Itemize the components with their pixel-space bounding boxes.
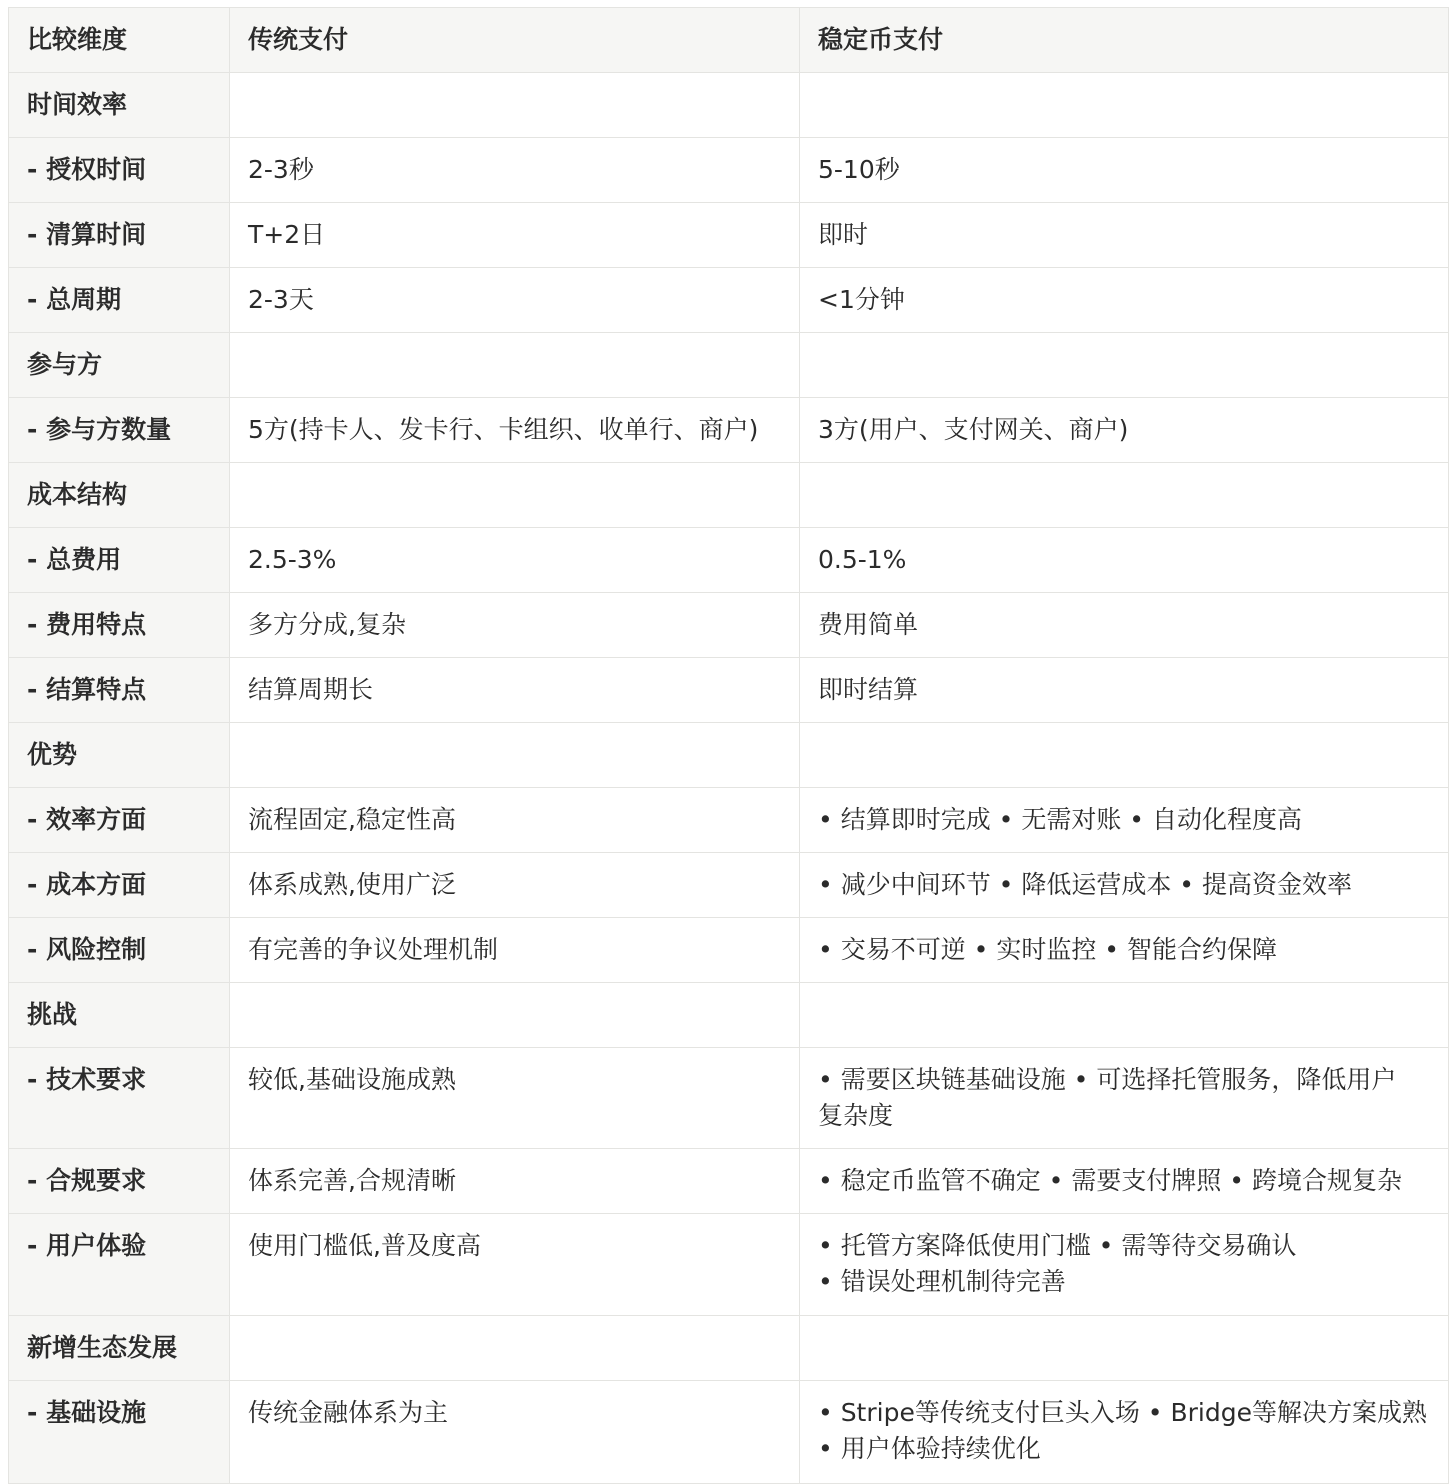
header-row bbox=[9, 8, 1449, 73]
table-row bbox=[9, 788, 1449, 853]
traditional-cell: 使用门槛低,普及度高 bbox=[230, 1214, 800, 1316]
row-label: 时间效率 bbox=[9, 73, 230, 138]
row-label: - 总费用 bbox=[9, 528, 230, 593]
table-row bbox=[9, 333, 1449, 398]
row-label: 优势 bbox=[9, 723, 230, 788]
row-label: - 授权时间 bbox=[9, 138, 230, 203]
table-row bbox=[9, 203, 1449, 268]
row-label: - 成本方面 bbox=[9, 853, 230, 918]
row-label: - 效率方面 bbox=[9, 788, 230, 853]
traditional-cell bbox=[230, 1316, 800, 1381]
traditional-cell: 有完善的争议处理机制 bbox=[230, 918, 800, 983]
traditional-cell bbox=[230, 983, 800, 1048]
traditional-cell: 5方(持卡人、发卡行、卡组织、收单行、商户) bbox=[230, 398, 800, 463]
stablecoin-cell: 即时 bbox=[800, 203, 1449, 268]
table-row bbox=[9, 138, 1449, 203]
stablecoin-cell: 即时结算 bbox=[800, 658, 1449, 723]
table-row bbox=[9, 463, 1449, 528]
table-row bbox=[9, 853, 1449, 918]
traditional-cell: T+2日 bbox=[230, 203, 800, 268]
traditional-cell: 体系完善,合规清晰 bbox=[230, 1149, 800, 1214]
traditional-cell bbox=[230, 333, 800, 398]
row-label: - 基础设施 bbox=[9, 1381, 230, 1484]
table-row bbox=[9, 1316, 1449, 1381]
stablecoin-cell: 费用简单 bbox=[800, 593, 1449, 658]
traditional-cell: 2.5-3% bbox=[230, 528, 800, 593]
traditional-cell: 较低,基础设施成熟 bbox=[230, 1048, 800, 1149]
row-label: - 用户体验 bbox=[9, 1214, 230, 1316]
stablecoin-cell bbox=[800, 73, 1449, 138]
row-label: - 参与方数量 bbox=[9, 398, 230, 463]
header-stablecoin-payment: 稳定币支付 bbox=[800, 8, 1449, 73]
table-row bbox=[9, 1381, 1449, 1484]
table-row bbox=[9, 918, 1449, 983]
table-row bbox=[9, 1149, 1449, 1214]
stablecoin-cell: • 减少中间环节 • 降低运营成本 • 提高资金效率 bbox=[800, 853, 1449, 918]
table-body bbox=[9, 73, 1449, 1484]
stablecoin-cell: • Stripe等传统支付巨头入场 • Bridge等解决方案成熟 • 用户体验持续优化 bbox=[800, 1381, 1449, 1484]
table-row bbox=[9, 983, 1449, 1048]
table-row bbox=[9, 528, 1449, 593]
stablecoin-cell: • 结算即时完成 • 无需对账 • 自动化程度高 bbox=[800, 788, 1449, 853]
stablecoin-cell: • 需要区块链基础设施 • 可选择托管服务，降低用户 复杂度 bbox=[800, 1048, 1449, 1149]
table-row bbox=[9, 1214, 1449, 1316]
traditional-cell bbox=[230, 73, 800, 138]
row-label: 成本结构 bbox=[9, 463, 230, 528]
traditional-cell: 流程固定,稳定性高 bbox=[230, 788, 800, 853]
stablecoin-cell bbox=[800, 333, 1449, 398]
row-label: 新增生态发展 bbox=[9, 1316, 230, 1381]
stablecoin-cell: 0.5-1% bbox=[800, 528, 1449, 593]
table-row bbox=[9, 593, 1449, 658]
comparison-table-container bbox=[8, 7, 1449, 1484]
traditional-cell: 体系成熟,使用广泛 bbox=[230, 853, 800, 918]
stablecoin-cell: 5-10秒 bbox=[800, 138, 1449, 203]
stablecoin-cell bbox=[800, 983, 1449, 1048]
header-traditional-payment: 传统支付 bbox=[230, 8, 800, 73]
traditional-cell: 结算周期长 bbox=[230, 658, 800, 723]
traditional-cell bbox=[230, 723, 800, 788]
row-label: 挑战 bbox=[9, 983, 230, 1048]
row-label: - 结算特点 bbox=[9, 658, 230, 723]
row-label: - 清算时间 bbox=[9, 203, 230, 268]
table-row bbox=[9, 398, 1449, 463]
comparison-table bbox=[8, 7, 1449, 1484]
row-label: 参与方 bbox=[9, 333, 230, 398]
table-row bbox=[9, 268, 1449, 333]
stablecoin-cell bbox=[800, 723, 1449, 788]
row-label: - 合规要求 bbox=[9, 1149, 230, 1214]
header-dimension: 比较维度 bbox=[9, 8, 230, 73]
traditional-cell: 2-3天 bbox=[230, 268, 800, 333]
table-row bbox=[9, 658, 1449, 723]
row-label: - 技术要求 bbox=[9, 1048, 230, 1149]
traditional-cell bbox=[230, 463, 800, 528]
stablecoin-cell: • 交易不可逆 • 实时监控 • 智能合约保障 bbox=[800, 918, 1449, 983]
table-header bbox=[9, 8, 1449, 73]
row-label: - 费用特点 bbox=[9, 593, 230, 658]
traditional-cell: 2-3秒 bbox=[230, 138, 800, 203]
stablecoin-cell: • 托管方案降低使用门槛 • 需等待交易确认 • 错误处理机制待完善 bbox=[800, 1214, 1449, 1316]
traditional-cell: 多方分成,复杂 bbox=[230, 593, 800, 658]
table-row bbox=[9, 73, 1449, 138]
stablecoin-cell bbox=[800, 463, 1449, 528]
row-label: - 风险控制 bbox=[9, 918, 230, 983]
stablecoin-cell: 3方(用户、支付网关、商户) bbox=[800, 398, 1449, 463]
stablecoin-cell bbox=[800, 1316, 1449, 1381]
stablecoin-cell: • 稳定币监管不确定 • 需要支付牌照 • 跨境合规复杂 bbox=[800, 1149, 1449, 1214]
row-label: - 总周期 bbox=[9, 268, 230, 333]
table-row bbox=[9, 1048, 1449, 1149]
stablecoin-cell: <1分钟 bbox=[800, 268, 1449, 333]
traditional-cell: 传统金融体系为主 bbox=[230, 1381, 800, 1484]
table-row bbox=[9, 723, 1449, 788]
